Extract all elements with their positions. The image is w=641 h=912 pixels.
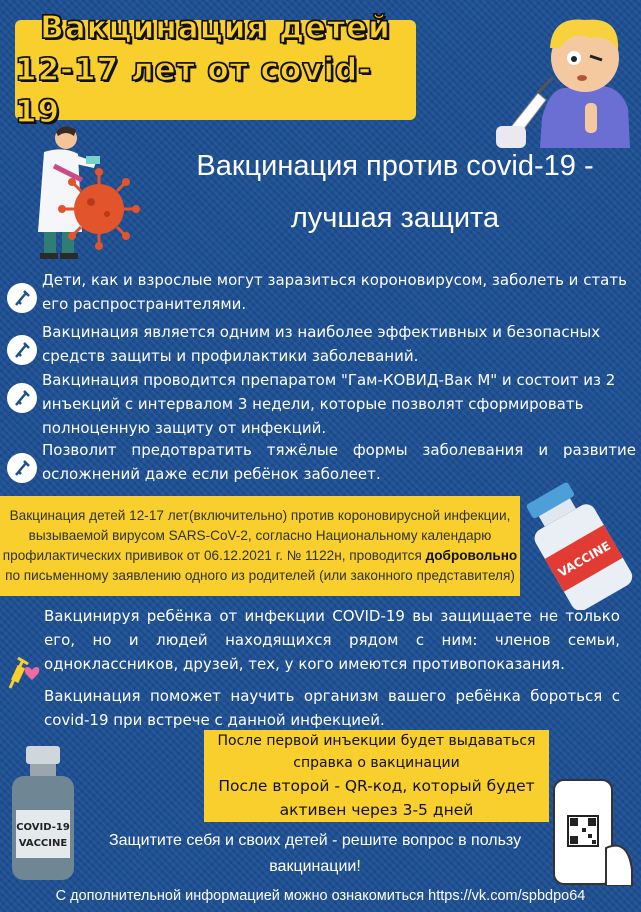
syringe-icon	[6, 282, 38, 314]
footer-link[interactable]: С дополнительной информацией можно ознакомиться https://vk.com/spbdpo64	[55, 888, 586, 904]
bullet-item	[6, 268, 636, 316]
title-banner	[15, 10, 416, 130]
bullet-item	[6, 320, 636, 368]
protection-paragraph: Вакцинируя ребёнка от инфекции COVID-19 вы защищаете не только его, но и людей находящихся рядом с ним: членов семьи, одноклассников, друзей, тех, у кого имеются противопоказания.	[44, 607, 620, 673]
subtitle-line-1: Вакцинация против covid-19 -	[196, 150, 594, 182]
virus-icon	[58, 168, 140, 250]
certificate-line-2: После второй - QR-код, который будет активен через 3-5 дней	[218, 777, 535, 819]
syringe-icon	[6, 382, 38, 414]
syringe-icon	[6, 452, 38, 484]
covid-vial-illustration	[8, 744, 78, 882]
immunity-paragraph: Вакцинация поможет научить организм вашего ребёнка бороться с covid-19 при встрече с данной инфекцией.	[44, 687, 620, 729]
vaccine-label: VACCINE	[555, 538, 614, 580]
bullet-text: Вакцинация проводится препаратом "Гам-КОВИД-Вак М" и состоит из 2 инъекций с интервалом 3 недели, которые позволят сформировать полноценную защиту от инфекций.	[42, 371, 616, 437]
bullet-item	[6, 368, 636, 440]
notice-text: Вакцинация детей 12-17 лет(включительно) против короновирусной инфекции, вызываемой вирусом SARS-CoV-2, согласно Национальному календарю профилактических прививок от 06.12.2021 г. № 1122н, проводится	[2, 508, 511, 563]
bullet-text: Дети, как и взрослые могут заразиться короновирусом, заболеть и стать его распространителями.	[42, 271, 627, 313]
bullet-text: Позволит предотвратить тяжёлые формы заболевания и развитие осложнений даже если ребёнок заболеет.	[42, 441, 636, 483]
title-line-1: Вакцинация детей	[40, 10, 391, 46]
bullet-item	[6, 438, 636, 486]
worried-child-illustration	[490, 8, 630, 148]
notice-text-end: по письменному заявлению одного из родителей (или законного представителя)	[5, 568, 515, 583]
voluntary-notice	[0, 496, 520, 596]
phone-qr-illustration	[546, 778, 636, 886]
vial-label-top: COVID-19	[16, 822, 70, 833]
closing-message: Защитите себя и своих детей - решите вопрос в пользу вакцинации!	[108, 832, 522, 875]
notice-bold: добровольно	[425, 548, 518, 563]
certificate-info	[204, 730, 549, 822]
vaccine-bottle-illustration	[512, 480, 638, 610]
title-line-2: 12-17 лет от covid-19	[15, 52, 373, 130]
syringe-heart-icon	[4, 652, 40, 692]
vial-label-bottom: VACCINE	[18, 838, 68, 849]
subtitle-line-2: лучшая защита	[290, 202, 500, 234]
subtitle	[170, 140, 620, 244]
syringe-icon	[6, 334, 38, 366]
certificate-line-1: После первой инъекции будет выдаваться справка о вакцинации	[217, 733, 536, 771]
bullet-text: Вакцинация является одним из наиболее эффективных и безопасных средств защиты и профилактики заболеваний.	[42, 323, 601, 365]
